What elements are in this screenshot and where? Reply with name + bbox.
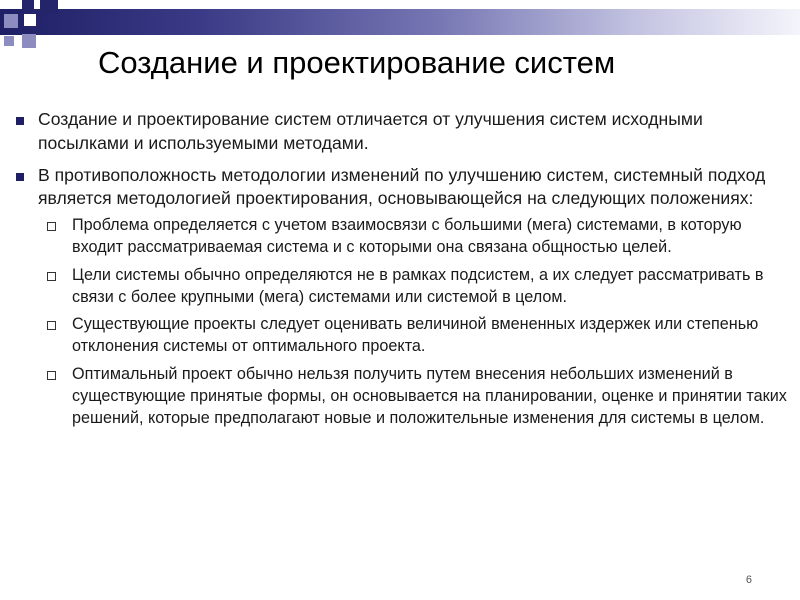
sub-bullet-text: Оптимальный проект обычно нельзя получить путем внесения небольших изменений в существующие принятые формы, он основывается на планировании, оценке и принятии таких решений, которые предполагают новые и положительные изменения для системы в целом. [72,364,787,427]
square-bullet-icon [16,117,24,125]
header-gradient-band [0,9,800,35]
slide-title: Создание и проектирование систем [98,45,616,80]
hollow-square-bullet-icon [47,272,56,281]
bullet-item [16,108,796,156]
slide-content [16,108,796,435]
page-number: 6 [745,574,752,586]
sub-bullet-text: Существующие проекты следует оценивать величиной вмененных издержек или степенью отклонения системы от оптимального проекта. [72,315,759,356]
sub-bullet-item [16,364,796,429]
bullet-text: В противоположность методологии изменений по улучшению систем, системный подход является методологией проектирования, основывающейся на следующих положениях: [38,164,766,209]
header-square-decoration [24,14,36,26]
header-square-decoration [22,0,34,9]
sub-bullet-list [16,215,796,429]
sub-bullet-item [16,215,796,259]
bullet-text: Создание и проектирование систем отличается от улучшения систем исходными посылками и используемыми методами. [38,109,703,153]
hollow-square-bullet-icon [47,321,56,330]
sub-bullet-item [16,314,796,358]
square-bullet-icon [16,173,24,181]
header-square-decoration [4,14,18,28]
header-square-decoration [22,34,36,48]
sub-bullet-text: Проблема определяется с учетом взаимосвязи с большими (мега) системами, в которую входит рассматриваемая система и с которыми она связана общностью целей. [72,216,742,256]
bullet-item [16,164,796,212]
header-square-decoration [4,36,14,46]
hollow-square-bullet-icon [47,371,56,380]
hollow-square-bullet-icon [47,222,56,231]
header-square-decoration [40,0,58,14]
sub-bullet-text: Цели системы обычно определяются не в рамках подсистем, а их следует рассматривать в связи с более крупными (мега) системами или системой в целом. [72,265,764,306]
sub-bullet-item [16,265,796,309]
